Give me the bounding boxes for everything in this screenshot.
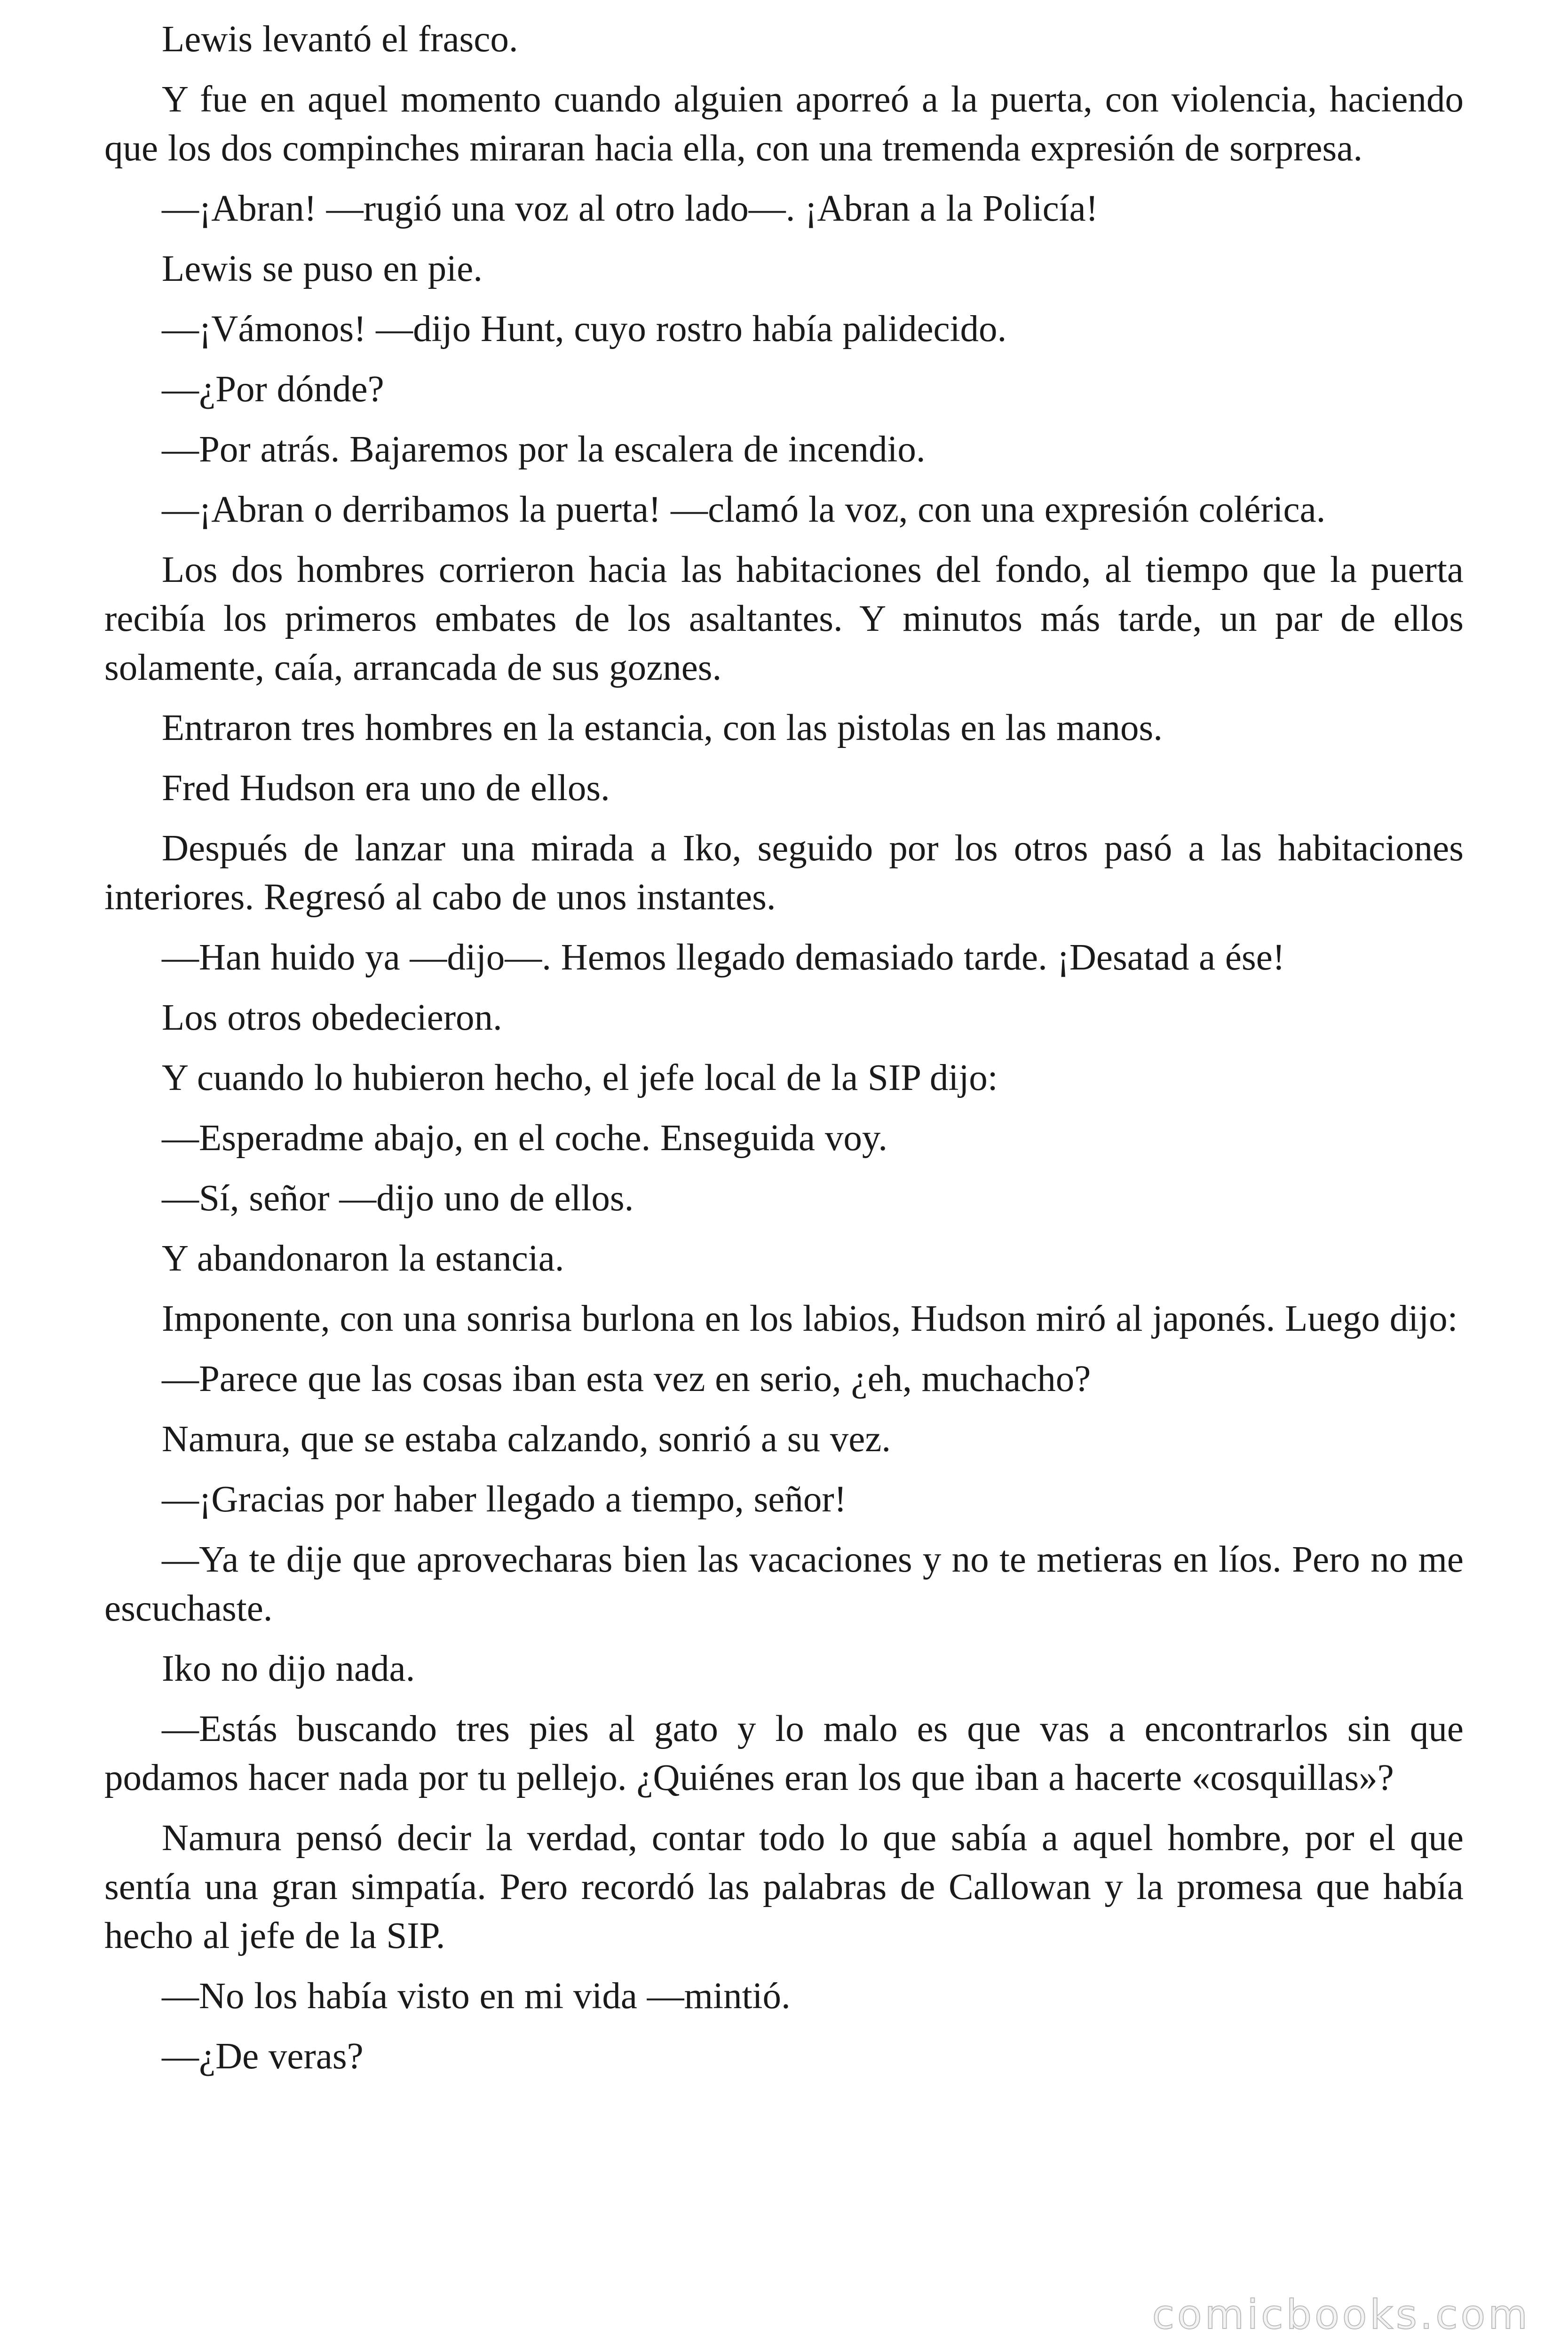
paragraph: Namura, que se estaba calzando, sonrió a su vez. bbox=[162, 1419, 891, 1460]
paragraph: Lewis levantó el frasco. bbox=[162, 19, 518, 60]
paragraph: Y fue en aquel momento cuando alguien aporreó a la puerta, con violencia, haciendo que los dos compinches miraran hacia ella, con una tremenda expresión de sorpresa. bbox=[104, 79, 1464, 169]
paragraph: —Esperadme abajo, en el coche. Enseguida voy. bbox=[162, 1118, 887, 1159]
paragraph: —¡Abran! —rugió una voz al otro lado—. ¡Abran a la Policía! bbox=[162, 188, 1098, 229]
paragraph: —Por atrás. Bajaremos por la escalera de incendio. bbox=[162, 429, 926, 470]
watermark: comicbooks.com bbox=[1152, 2291, 1530, 2338]
paragraph: Y cuando lo hubieron hecho, el jefe local de la SIP dijo: bbox=[162, 1057, 998, 1098]
paragraph: —Sí, señor —dijo uno de ellos. bbox=[162, 1178, 634, 1219]
paragraph: Los dos hombres corrieron hacia las habitaciones del fondo, al tiempo que la puerta recibía los primeros embates de los asaltantes. Y minutos más tarde, un par de ellos solamente, caía, arrancada de sus goznes. bbox=[104, 549, 1464, 688]
paragraph: —¡Abran o derribamos la puerta! —clamó la voz, con una expresión colérica. bbox=[162, 489, 1326, 530]
paragraph: Después de lanzar una mirada a Iko, seguido por los otros pasó a las habitaciones interiores. Regresó al cabo de unos instantes. bbox=[104, 828, 1464, 918]
paragraph: Fred Hudson era uno de ellos. bbox=[162, 768, 610, 809]
paragraph: —¡Vámonos! —dijo Hunt, cuyo rostro había palidecido. bbox=[162, 309, 1007, 350]
paragraph: —¡Gracias por haber llegado a tiempo, señor! bbox=[162, 1479, 847, 1520]
paragraph: Entraron tres hombres en la estancia, con las pistolas en las manos. bbox=[162, 707, 1163, 748]
paragraph: —Parece que las cosas iban esta vez en serio, ¿eh, muchacho? bbox=[162, 1359, 1091, 1399]
paragraph: —¿De veras? bbox=[162, 2036, 364, 2077]
paragraph: —Ya te dije que aprovecharas bien las vacaciones y no te metieras en líos. Pero no me escuchaste. bbox=[104, 1539, 1464, 1629]
document-page bbox=[104, 15, 1464, 2092]
paragraph: —Han huido ya —dijo—. Hemos llegado demasiado tarde. ¡Desatad a ése! bbox=[162, 937, 1285, 978]
paragraph: Iko no dijo nada. bbox=[162, 1648, 415, 1689]
paragraph: —Estás buscando tres pies al gato y lo malo es que vas a encontrarlos sin que podamos hacer nada por tu pellejo. ¿Quiénes eran los que iban a hacerte «cosquillas»? bbox=[104, 1708, 1464, 1798]
paragraph: Los otros obedecieron. bbox=[162, 997, 502, 1038]
paragraph: Imponente, con una sonrisa burlona en los labios, Hudson miró al japonés. Luego dijo: bbox=[162, 1298, 1458, 1339]
paragraph: Namura pensó decir la verdad, contar todo lo que sabía a aquel hombre, por el que sentía una gran simpatía. Pero recordó las palabras de Callowan y la promesa que había hecho al jefe de la SIP. bbox=[104, 1818, 1464, 1956]
paragraph: —¿Por dónde? bbox=[162, 369, 384, 410]
paragraph: —No los había visto en mi vida —mintió. bbox=[162, 1976, 791, 2017]
paragraph: Y abandonaron la estancia. bbox=[162, 1238, 564, 1279]
paragraph: Lewis se puso en pie. bbox=[162, 248, 483, 289]
